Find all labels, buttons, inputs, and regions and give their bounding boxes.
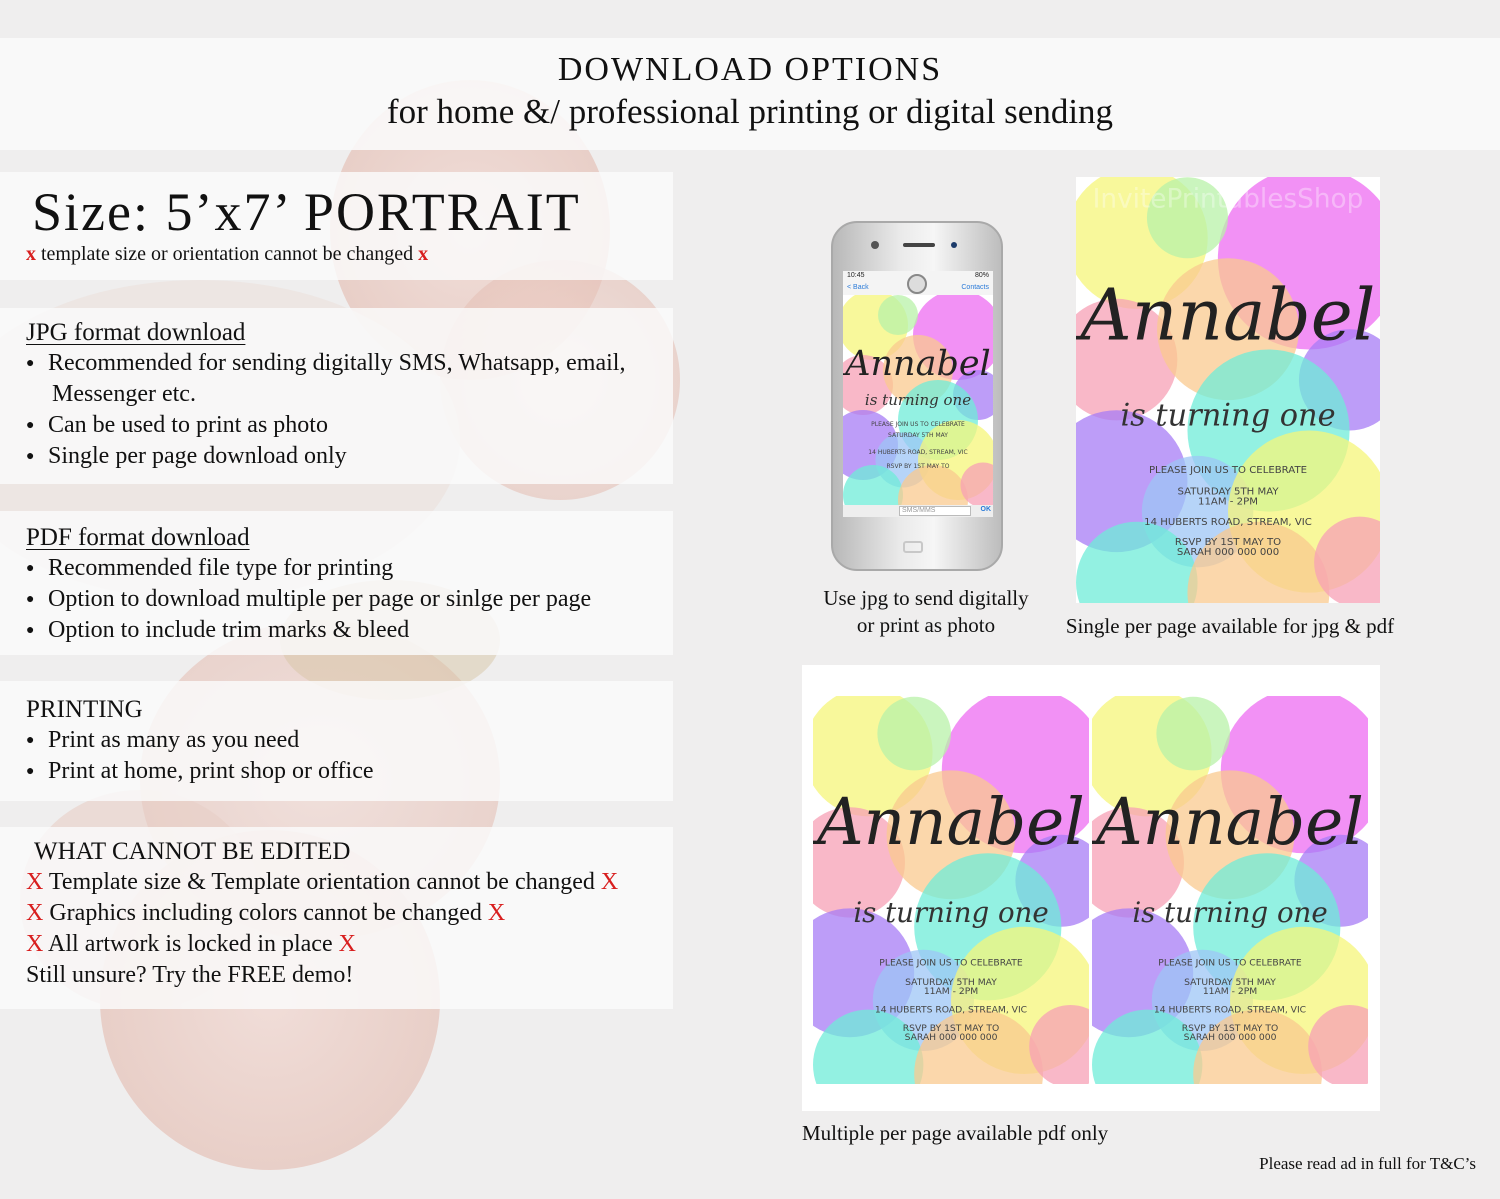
pdf-title: PDF format download (26, 524, 250, 551)
invite-text: SARAH 000 000 000 (904, 1031, 998, 1043)
invite-text: RSVP BY 1ST MAY TO (902, 1022, 1000, 1034)
multiple-caption: Multiple per page available pdf only (802, 1121, 1109, 1145)
invite-text: SATURDAY 5TH MAY (888, 432, 948, 439)
printing-title: PRINTING (26, 696, 143, 723)
x-mark-icon: X (26, 900, 44, 926)
printing-list (26, 725, 673, 787)
invite-text: SATURDAY 5TH MAY (1177, 486, 1279, 498)
size-panel (0, 172, 673, 280)
x-mark-icon: X (487, 900, 506, 926)
phone-screen (843, 271, 993, 517)
cannot-edit-line (26, 929, 673, 960)
multiple-invite-preview (802, 665, 1380, 1111)
x-mark-icon: X (26, 869, 44, 895)
pdf-list (26, 553, 673, 646)
back-button[interactable]: < Back (847, 284, 869, 291)
cannot-edit-line (26, 867, 673, 898)
invite-name: Annabel (845, 344, 991, 384)
invite-tagline: is turning one (1120, 398, 1336, 434)
footnote: Please read ad in full for T&C’s (1259, 1154, 1476, 1173)
phone-top-bar (843, 271, 993, 295)
invite-name: Annabel (1080, 273, 1376, 357)
speaker-icon (903, 243, 935, 247)
invite-text: RSVP BY 1ST MAY TO (1174, 537, 1282, 549)
list-item: ● Can be used to print as photo (26, 410, 673, 441)
invite-text: SARAH 000 000 000 (1183, 1031, 1277, 1043)
invite-card (1092, 696, 1368, 1084)
invite-name: Annabel (817, 785, 1085, 860)
invite-text: SATURDAY 5TH MAY (1184, 976, 1276, 988)
cannot-edit-line (26, 898, 673, 929)
confetti-dot (878, 295, 918, 335)
camera-icon (871, 241, 879, 249)
list-item: ● Print at home, print shop or office (26, 756, 673, 787)
invite-text: 11AM - 2PM (923, 985, 979, 997)
caption-line: or print as photo (856, 613, 996, 637)
list-item-text: Messenger etc. (52, 381, 196, 407)
list-item: ● Recommended file type for printing (26, 553, 673, 584)
list-item: ● Single per page download only (26, 441, 673, 472)
message-bar (843, 505, 993, 517)
cannot-edit-text: Graphics including colors cannot be changed (49, 900, 482, 926)
cannot-edit-text: Template size & Template orientation cannot be changed (48, 869, 595, 895)
invite-text: 14 HUBERTS ROAD, STREAM, VIC (868, 449, 968, 456)
size-note-text: template size or orientation cannot be changed (41, 243, 414, 265)
confetti-dot (877, 697, 951, 771)
jpg-list (26, 348, 673, 472)
invite-text: 14 HUBERTS ROAD, STREAM, VIC (1153, 1004, 1307, 1016)
invite-text: 11AM - 2PM (1198, 496, 1258, 508)
x-mark-icon: X (600, 869, 619, 895)
list-item: ● Option to include trim marks & bleed (26, 615, 673, 646)
confetti-dot (1156, 697, 1230, 771)
cannot-edit-panel (0, 827, 673, 1009)
x-mark-icon: x (26, 243, 36, 265)
list-item: ● Option to download multiple per page or sinlge per page (26, 584, 673, 615)
list-item: ● Print as many as you need (26, 725, 673, 756)
x-mark-icon: x (418, 243, 429, 265)
phone-battery: 80% (974, 272, 989, 279)
x-mark-icon: X (338, 931, 356, 957)
phone-caption (812, 585, 1040, 639)
invite-text: RSVP BY 1ST MAY TO (886, 463, 950, 470)
size-note (26, 242, 673, 266)
printing-panel (0, 681, 673, 801)
demo-line: Still unsure? Try the FREE demo! (26, 962, 354, 988)
invite-text: 14 HUBERTS ROAD, STREAM, VIC (874, 1004, 1028, 1016)
size-title: Size: 5’x7’ PORTRAIT (32, 182, 581, 242)
phone-time: 10:45 (847, 272, 865, 279)
cannot-edit-title: WHAT CANNOT BE EDITED (34, 838, 351, 865)
invite-text: PLEASE JOIN US TO CELEBRATE (1148, 465, 1308, 477)
contacts-button[interactable]: Contacts (961, 284, 989, 291)
single-invite-preview (1076, 177, 1380, 603)
invite-text: PLEASE JOIN US TO CELEBRATE (1158, 957, 1302, 969)
watermark-text: InvitePrintablesShop (1092, 184, 1364, 215)
invite-text: PLEASE JOIN US TO CELEBRATE (871, 421, 965, 428)
pdf-panel (0, 511, 673, 655)
x-mark-icon: X (26, 931, 44, 957)
phone-invite-preview (843, 295, 993, 505)
invite-tagline: is turning one (1132, 896, 1328, 930)
list-item (26, 348, 673, 410)
avatar-icon (907, 274, 927, 294)
cannot-edit-text: All artwork is locked in place (48, 931, 333, 957)
invite-tagline: is turning one (864, 391, 972, 409)
phone-mockup (831, 221, 1003, 571)
invite-text: RSVP BY 1ST MAY TO (1181, 1022, 1279, 1034)
invite-text: SATURDAY 5TH MAY (905, 976, 997, 988)
invite-text: SARAH 000 000 000 (1176, 547, 1280, 559)
home-button-icon[interactable] (903, 541, 923, 553)
caption-line: Use jpg to send digitally (823, 586, 1029, 610)
list-item-text: Recommended for sending digitally SMS, Whatsapp, email, (48, 350, 626, 376)
page-subtitle: for home &/ professional printing or digital sending (386, 92, 1114, 131)
sms-input[interactable]: SMS/MMS (899, 506, 971, 516)
page-title: DOWNLOAD OPTIONS (557, 51, 943, 88)
invite-card (813, 696, 1089, 1084)
invite-card (1076, 177, 1380, 603)
invite-text: 11AM - 2PM (1202, 985, 1258, 997)
jpg-title: JPG format download (26, 319, 246, 346)
sensor-icon (951, 242, 957, 248)
ok-button[interactable]: OK (980, 506, 991, 513)
invite-text: PLEASE JOIN US TO CELEBRATE (879, 957, 1023, 969)
invite-tagline: is turning one (853, 896, 1049, 930)
invite-name: Annabel (1096, 785, 1364, 860)
invite-text: 14 HUBERTS ROAD, STREAM, VIC (1144, 516, 1312, 528)
jpg-panel (0, 308, 673, 484)
single-caption: Single per page available for jpg & pdf (1065, 614, 1395, 638)
header-banner (0, 38, 1500, 150)
